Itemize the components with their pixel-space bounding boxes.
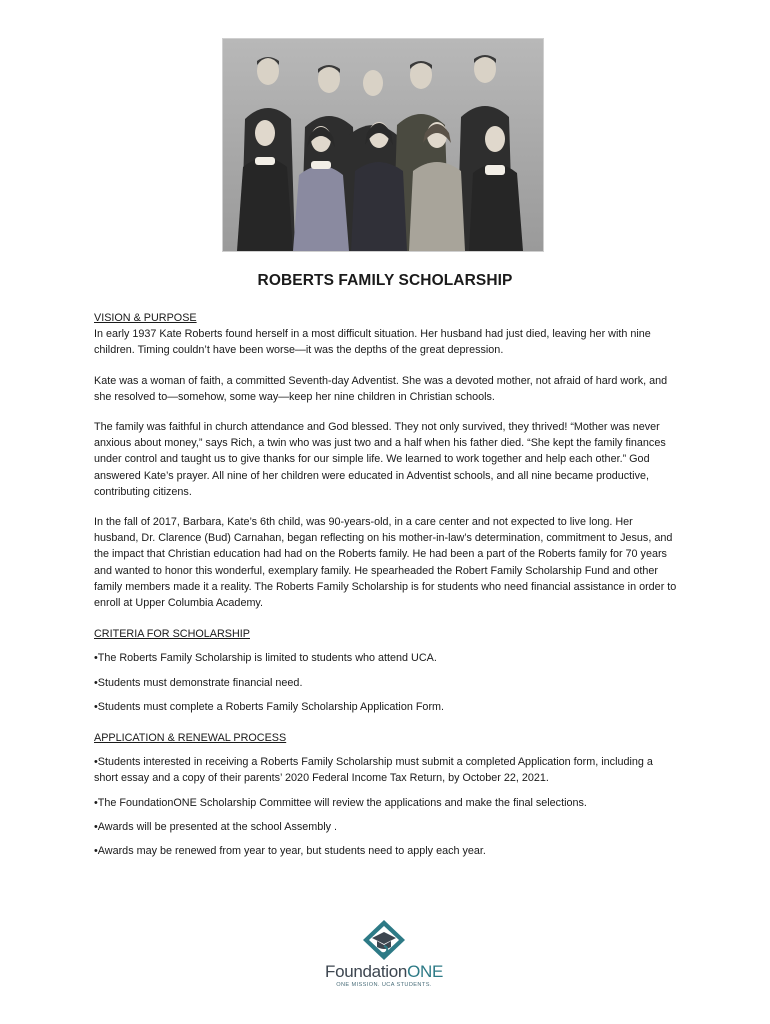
application-heading: APPLICATION & RENEWAL PROCESS xyxy=(94,732,287,745)
document-body xyxy=(94,310,679,859)
vision-paragraph: Kate was a woman of faith, a committed Seventh-day Adventist. She was a devoted mother, not afraid of hard work, and she resolved to—somehow, some way—keep her nine children in Christian schools. xyxy=(94,374,668,403)
criteria-item: •Students must demonstrate financial need. xyxy=(94,676,303,689)
criteria-heading: CRITERIA FOR SCHOLARSHIP xyxy=(94,628,250,641)
graduation-cap-icon xyxy=(361,918,407,962)
family-photo-illustration xyxy=(223,39,543,251)
application-item: •Awards will be presented at the school Assembly . xyxy=(94,820,338,833)
criteria-item: •Students must complete a Roberts Family Scholarship Application Form. xyxy=(94,700,445,713)
vision-paragraph: The family was faithful in church attendance and God blessed. They not only survived, they thrived! “Mother was never anxious about money,” says Rich, a twin who was just two and a half when his father died. “She kept the family finances under control and taught us to give thanks for our simple life. We learned to work together and help each other.” God answered Kate’s prayer. All nine of her children were educated in Adventist schools, and all nine became productive, contributing citizens. xyxy=(94,421,666,498)
application-item: •Students interested in receiving a Roberts Family Scholarship must submit a completed Application form, including a short essay and a copy of their parents’ 2020 Federal Income Tax Return, by October 22, 2021. xyxy=(94,756,653,785)
application-item: •Awards may be renewed from year to year, but students need to apply each year. xyxy=(94,845,486,858)
application-item: •The FoundationONE Scholarship Committee will review the applications and make the final selections. xyxy=(94,796,587,809)
family-photo xyxy=(222,38,544,252)
vision-heading: VISION & PURPOSE xyxy=(94,312,197,324)
logo-tagline: ONE MISSION. UCA STUDENTS. xyxy=(336,982,432,988)
vision-paragraph: In early 1937 Kate Roberts found herself in a most difficult situation. Her husband had just died, leaving her with nine children. Timing couldn’t have been worse—it was the depths of the great depression. xyxy=(94,328,651,357)
foundationone-logo xyxy=(318,916,450,992)
criteria-item: •The Roberts Family Scholarship is limited to students who attend UCA. xyxy=(94,652,437,665)
page-title: ROBERTS FAMILY SCHOLARSHIP xyxy=(257,272,513,289)
logo-wordmark: FoundationONE xyxy=(324,962,444,981)
vision-paragraph: In the fall of 2017, Barbara, Kate’s 6th child, was 90-years-old, in a care center and not expected to live long. Her husband, Dr. Clarence (Bud) Carnahan, began reflecting on his mother-in-law’s determination, commitment to Jesus, and the impact that Christian education had had on the Roberts family. He had been a part of the Roberts family for 70 years and wanted to honor this wonderful, exemplary family. He spearheaded the Robert Family Scholarship Fund and other family members made it a reality. The Roberts Family Scholarship is for students who need financial assistance in order to enroll at Upper Columbia Academy. xyxy=(94,516,677,610)
